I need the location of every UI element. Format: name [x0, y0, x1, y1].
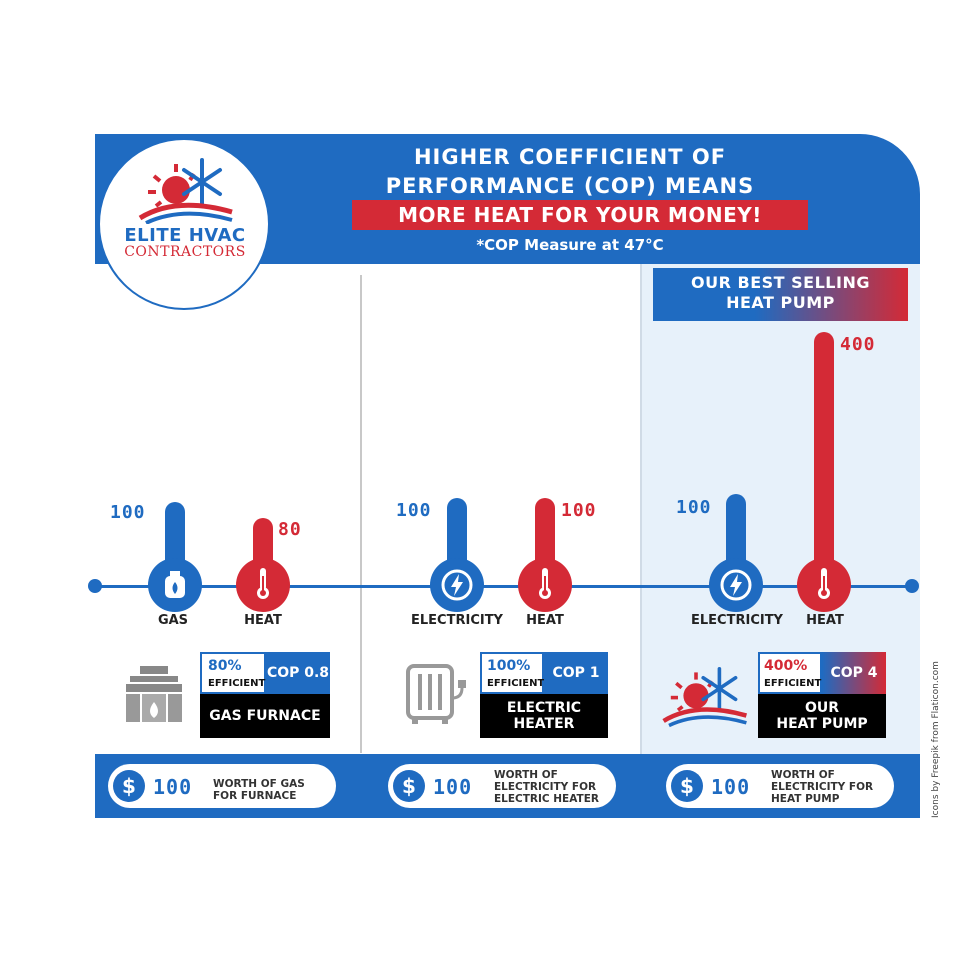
gas-cost-text [213, 778, 305, 802]
baseline-axis [95, 585, 912, 588]
gas-tank-icon [162, 570, 188, 600]
furnace-icon [122, 664, 186, 724]
icon-credit: Icons by Freepik from Flaticon.com [931, 661, 941, 818]
electric-cost-text [494, 769, 599, 805]
electric-efficient-label: EFFICIENT [487, 678, 545, 689]
electric-input-label: ELECTRICITY [411, 613, 503, 628]
gas-input-label: GAS [157, 613, 189, 628]
column-divider [640, 264, 642, 754]
axis-end-dot [905, 579, 919, 593]
heat-pump-line-1: OUR [804, 700, 840, 716]
heat-pump-line-2: HEAT PUMP [776, 716, 868, 732]
electric-heat-label: HEAT [526, 613, 564, 628]
axis-start-dot [88, 579, 102, 593]
heatpump-cost-text [771, 769, 873, 805]
cop-note: *COP Measure at 47°C [476, 236, 664, 254]
logo-subtitle: CONTRACTORS [124, 244, 246, 260]
radiator-icon [404, 662, 470, 726]
gas-heat-label: HEAT [244, 613, 282, 628]
heatpump-cop-badge: COP 4 [822, 652, 886, 694]
sun-snowflake-icon [660, 660, 750, 728]
heat-pump-label [758, 694, 886, 738]
headline-line-3: MORE HEAT FOR YOUR MONEY! [398, 203, 762, 227]
gas-cost-amount: 100 [153, 775, 193, 799]
gas-efficiency-box [200, 652, 266, 694]
electric-heat-value: 100 [561, 500, 597, 521]
heatpump-heat-thermometer [814, 332, 834, 572]
heatpump-cost-line-1: WORTH OF [771, 769, 835, 781]
thermometer-icon [535, 566, 555, 602]
heatpump-input-label: ELECTRICITY [691, 613, 783, 628]
best-selling-text [653, 273, 908, 313]
thermometer-icon [814, 566, 834, 602]
electric-cop-badge: COP 1 [544, 652, 608, 694]
heatpump-heat-label: HEAT [806, 613, 844, 628]
dollar-icon: $ [671, 770, 703, 802]
gas-input-value: 100 [110, 502, 146, 523]
logo-sun-snowflake-icon [136, 152, 236, 224]
headline-line-2: PERFORMANCE (COP) MEANS [385, 174, 755, 198]
dollar-icon: $ [113, 770, 145, 802]
lightning-icon [440, 568, 474, 602]
gas-efficiency-value: 80% [208, 658, 242, 674]
best-selling-line-1: OUR BEST SELLING [691, 273, 870, 292]
heatpump-heat-value: 400 [840, 334, 876, 355]
lightning-icon [719, 568, 753, 602]
best-selling-line-2: HEAT PUMP [726, 293, 835, 312]
gas-cop-badge: COP 0.8 [266, 652, 330, 694]
dollar-icon: $ [393, 770, 425, 802]
heatpump-efficient-label: EFFICIENT [764, 678, 822, 689]
logo-title: ELITE HVAC [124, 225, 246, 246]
electric-heater-line-1: ELECTRIC [506, 700, 582, 716]
gas-efficient-label: EFFICIENT [208, 678, 266, 689]
heatpump-cost-amount: 100 [711, 775, 751, 799]
electric-heater-line-2: HEATER [513, 716, 575, 732]
electric-cost-line-1: WORTH OF [494, 769, 558, 781]
thermometer-icon [253, 566, 273, 602]
gas-heat-value: 80 [278, 519, 302, 540]
gas-cost-line-2: FOR FURNACE [213, 790, 297, 802]
electric-cost-amount: 100 [433, 775, 473, 799]
electric-heater-label [480, 694, 608, 738]
electric-efficiency-value: 100% [487, 658, 531, 674]
electric-cost-line-3: ELECTRIC HEATER [494, 793, 599, 805]
gas-furnace-label: GAS FURNACE [200, 694, 330, 738]
gas-cost-line-1: WORTH OF GAS [213, 778, 305, 790]
heatpump-efficiency-box [758, 652, 822, 694]
heatpump-cost-line-2: ELECTRICITY FOR [771, 781, 874, 793]
headline-line-1: HIGHER COEFFICIENT OF [413, 145, 727, 169]
heatpump-input-value: 100 [676, 497, 712, 518]
heatpump-cost-line-3: HEAT PUMP [771, 793, 840, 805]
column-divider [360, 275, 362, 753]
electric-efficiency-box [480, 652, 544, 694]
electric-cost-line-2: ELECTRICITY FOR [494, 781, 597, 793]
electric-input-value: 100 [396, 500, 432, 521]
heatpump-efficiency-value: 400% [764, 658, 808, 674]
